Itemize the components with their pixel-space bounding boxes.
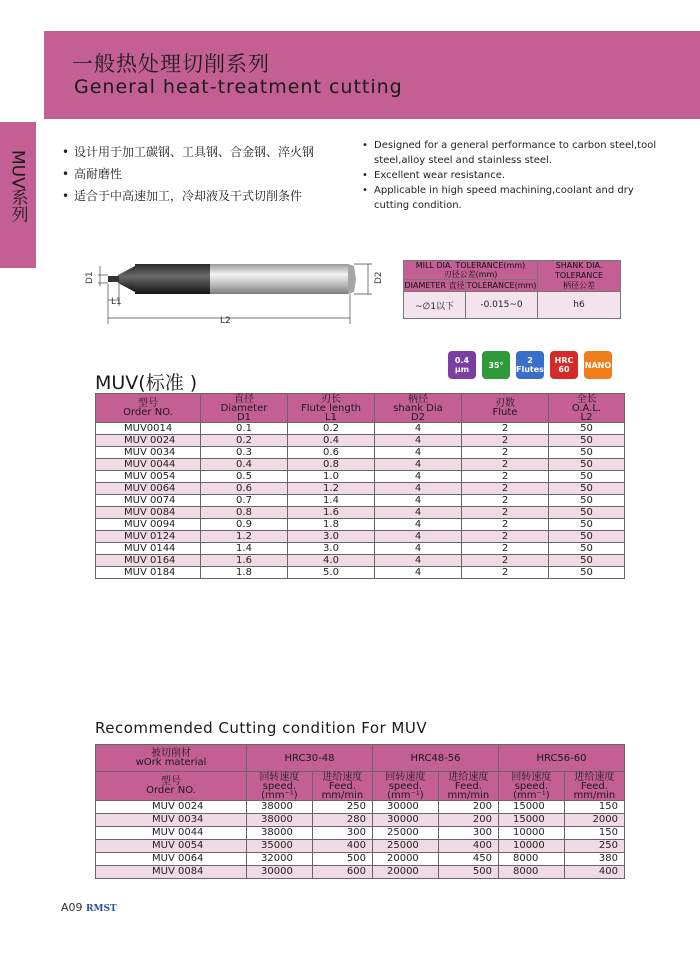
table-cell: 0.2: [288, 423, 375, 435]
table-cell: 200: [438, 801, 498, 814]
hrc-badge: HRC 60: [550, 351, 578, 379]
group-hrc30-48: HRC30-48: [247, 745, 373, 772]
table-cell: 280: [312, 814, 372, 827]
dim-l1: L1: [111, 297, 122, 307]
table-cell: 4: [375, 507, 462, 519]
table-row: [96, 866, 625, 879]
table-cell: MUV 0044: [96, 827, 247, 840]
dim-d2: D2: [374, 271, 384, 284]
table-row: [96, 483, 625, 495]
table-cell: 50: [549, 555, 625, 567]
table-cell: 2000: [564, 814, 624, 827]
table-cell: 2: [462, 555, 549, 567]
table-cell: 30000: [372, 814, 438, 827]
feature-en: • Designed for a general performance to carbon steel,tool steel,alloy steel and stainless steel.: [362, 138, 662, 168]
shank-tolerance-label-cn: 柄径公差: [563, 281, 595, 290]
table-cell: 50: [549, 507, 625, 519]
table-cell: 450: [438, 853, 498, 866]
flutes-badge: 2 Flutes: [516, 351, 544, 379]
table-cell: MUV 0054: [96, 471, 201, 483]
table-cell: 0.5: [201, 471, 288, 483]
table-row: [96, 471, 625, 483]
table-cell: 50: [549, 543, 625, 555]
table-cell: MUV 0084: [96, 507, 201, 519]
tolerance-table: [403, 260, 621, 319]
table-cell: 300: [312, 827, 372, 840]
table-cell: 200: [438, 814, 498, 827]
shank-dia-tolerance-head: [538, 261, 621, 292]
col-diameter: 直径 Diameter D1: [201, 394, 288, 423]
table-cell: 500: [438, 866, 498, 879]
table-row: [96, 519, 625, 531]
table-cell: 4.0: [288, 555, 375, 567]
shank-tolerance-value: h6: [538, 292, 621, 319]
table-cell: 8000: [498, 866, 564, 879]
table-cell: MUV 0124: [96, 531, 201, 543]
feature-cn: • 设计用于加工碳钢、工具钢、合金钢、淬火钢: [62, 141, 342, 163]
table-cell: MUV 0144: [96, 543, 201, 555]
shank-body: [208, 264, 350, 294]
table-row: [96, 567, 625, 579]
table-cell: 50: [549, 459, 625, 471]
table-cell: MUV 0024: [96, 435, 201, 447]
helix-angle-badge: 35°: [482, 351, 510, 379]
table-cell: 1.4: [201, 543, 288, 555]
table-cell: MUV 0094: [96, 519, 201, 531]
feature-en: • Applicable in high speed machining,coolant and dry cutting condition.: [362, 183, 662, 213]
table-cell: 50: [549, 495, 625, 507]
table-cell: MUV 0164: [96, 555, 201, 567]
rec-order-no-head: 型号 Order NO.: [96, 772, 247, 801]
table-cell: MUV 0024: [96, 801, 247, 814]
series-side-tab-label: MUV系列: [7, 150, 28, 223]
table-cell: 50: [549, 531, 625, 543]
table-cell: 50: [549, 567, 625, 579]
feed-head: 进给速度 Feed. mm/min: [438, 772, 498, 801]
table-cell: 5.0: [288, 567, 375, 579]
table-cell: 50: [549, 483, 625, 495]
table-cell: 1.6: [201, 555, 288, 567]
table-cell: MUV 0034: [96, 447, 201, 459]
tolerance-subhead: TOLERANCE(mm): [466, 281, 537, 290]
feature-cn: • 适合于中高速加工，冷却液及干式切削条件: [62, 185, 342, 207]
table-row: [96, 555, 625, 567]
table-cell: 2: [462, 507, 549, 519]
table-cell: MUV 0064: [96, 483, 201, 495]
taper: [118, 266, 135, 292]
end-mill-drawing: [80, 244, 390, 328]
brand-logo: RMST: [86, 904, 117, 914]
page-title-en: General heat-treatment cutting: [74, 76, 403, 98]
table-cell: 0.6: [288, 447, 375, 459]
table-cell: 15000: [498, 801, 564, 814]
table-cell: 10000: [498, 827, 564, 840]
table-cell: 3.0: [288, 531, 375, 543]
spec-table-header: [96, 394, 625, 423]
feature-en: • Excellent wear resistance.: [362, 168, 662, 183]
table-cell: 2: [462, 471, 549, 483]
table-cell: 4: [375, 423, 462, 435]
cutting-condition-table: [95, 744, 625, 879]
table-cell: MUV 0074: [96, 495, 201, 507]
table-cell: 4: [375, 531, 462, 543]
nano-coating-badge: NANO: [584, 351, 612, 379]
mill-dia-tolerance-label-cn: 刃径公差(mm): [443, 270, 498, 279]
table-cell: 2: [462, 447, 549, 459]
table-cell: 2: [462, 531, 549, 543]
col-order-no: 型号 Order NO.: [96, 394, 201, 423]
table-cell: 0.4: [288, 435, 375, 447]
table-cell: 4: [375, 435, 462, 447]
table-cell: 0.3: [201, 447, 288, 459]
page-footer: [61, 901, 117, 914]
col-oal: 全长 O.A.L. L2: [549, 394, 625, 423]
table-row: [96, 447, 625, 459]
recommended-title: Recommended Cutting condition For MUV: [95, 719, 428, 737]
table-cell: MUV 0084: [96, 866, 247, 879]
feature-cn: • 高耐磨性: [62, 163, 342, 185]
diameter-subhead: DIAMETER 直径: [404, 281, 465, 290]
table-cell: 4: [375, 483, 462, 495]
feed-head: 进给速度 Feed. mm/min: [564, 772, 624, 801]
table-cell: 2: [462, 519, 549, 531]
table-cell: 38000: [247, 801, 313, 814]
table-row: [96, 507, 625, 519]
table-cell: 30000: [247, 866, 313, 879]
table-cell: 2: [462, 435, 549, 447]
table-cell: 3.0: [288, 543, 375, 555]
mill-tolerance-value: -0.015~0: [465, 292, 537, 319]
table-cell: 4: [375, 543, 462, 555]
flute-tip: [108, 276, 119, 282]
table-cell: 25000: [372, 827, 438, 840]
spec-table-body: [96, 423, 625, 579]
table-cell: 38000: [247, 814, 313, 827]
dim-d1: D1: [85, 271, 95, 284]
table-cell: 400: [312, 840, 372, 853]
table-cell: 150: [564, 801, 624, 814]
table-cell: 0.7: [201, 495, 288, 507]
table-cell: 0.8: [288, 459, 375, 471]
cutting-condition-body: [96, 801, 625, 879]
table-row: [96, 459, 625, 471]
table-cell: 4: [375, 555, 462, 567]
page-number: A09: [61, 901, 83, 914]
table-cell: 2: [462, 567, 549, 579]
table-cell: 2: [462, 495, 549, 507]
dim-l2: L2: [220, 316, 231, 326]
table-cell: 2: [462, 543, 549, 555]
table-cell: 4: [375, 495, 462, 507]
table-row: [96, 531, 625, 543]
table-cell: 30000: [372, 801, 438, 814]
work-material-head: 被切削材 wOrk material: [96, 745, 247, 772]
table-cell: 0.6: [201, 483, 288, 495]
surface-finish-badge: 0.4 μm: [448, 351, 476, 379]
table-cell: 2: [462, 483, 549, 495]
table-row: [96, 827, 625, 840]
series-side-tab: [0, 122, 36, 268]
table-row: [96, 423, 625, 435]
table-cell: 0.8: [201, 507, 288, 519]
col-shank-dia: 柄径 shank Dia D2: [375, 394, 462, 423]
feed-head: 进给速度 Feed. mm/min: [312, 772, 372, 801]
table-row: [96, 840, 625, 853]
table-cell: 50: [549, 435, 625, 447]
shank-end: [348, 264, 356, 294]
table-cell: 0.9: [201, 519, 288, 531]
table-row: [96, 435, 625, 447]
table-cell: 4: [375, 447, 462, 459]
table-cell: 250: [312, 801, 372, 814]
col-flute-length: 刃长 Flute length L1: [288, 394, 375, 423]
table-cell: 38000: [247, 827, 313, 840]
table-cell: 1.2: [201, 531, 288, 543]
table-cell: 1.8: [201, 567, 288, 579]
table-cell: MUV 0044: [96, 459, 201, 471]
table-cell: 250: [564, 840, 624, 853]
table-cell: 1.2: [288, 483, 375, 495]
group-hrc48-56: HRC48-56: [372, 745, 498, 772]
table-row: [96, 853, 625, 866]
table-cell: 2: [462, 423, 549, 435]
mill-dia-tolerance-head: [404, 261, 538, 280]
table-cell: 600: [312, 866, 372, 879]
table-cell: MUV 0034: [96, 814, 247, 827]
features-en-list: [362, 138, 662, 213]
features-cn-list: [62, 141, 342, 207]
table-cell: 50: [549, 519, 625, 531]
speed-head: 回转速度 speed. (mm⁻¹): [372, 772, 438, 801]
diameter-range: ~∅1以下: [404, 292, 466, 319]
table-cell: 1.6: [288, 507, 375, 519]
speed-head: 回转速度 speed. (mm⁻¹): [498, 772, 564, 801]
table-row: [96, 543, 625, 555]
table-cell: 0.4: [201, 459, 288, 471]
table-cell: 380: [564, 853, 624, 866]
table-cell: 8000: [498, 853, 564, 866]
table-cell: 4: [375, 459, 462, 471]
table-cell: MUV 0054: [96, 840, 247, 853]
table-cell: 0.2: [201, 435, 288, 447]
table-cell: 1.8: [288, 519, 375, 531]
table-cell: 20000: [372, 853, 438, 866]
table-cell: 35000: [247, 840, 313, 853]
col-flute: 刃数 Flute: [462, 394, 549, 423]
table-cell: 150: [564, 827, 624, 840]
table-cell: 20000: [372, 866, 438, 879]
coated-neck: [135, 264, 210, 294]
table-cell: 32000: [247, 853, 313, 866]
table-row: [96, 814, 625, 827]
table-cell: MUV 0184: [96, 567, 201, 579]
table-cell: 4: [375, 567, 462, 579]
table-cell: 50: [549, 423, 625, 435]
mill-dia-tolerance-label: MILL DIA. TOLERANCE(mm): [415, 261, 526, 270]
group-hrc56-60: HRC56-60: [498, 745, 624, 772]
table-cell: 50: [549, 447, 625, 459]
table-cell: 2: [462, 459, 549, 471]
table-cell: MUV 0064: [96, 853, 247, 866]
table-cell: 4: [375, 519, 462, 531]
feature-badges: [448, 351, 612, 379]
speed-head: 回转速度 speed. (mm⁻¹): [247, 772, 313, 801]
table-cell: 15000: [498, 814, 564, 827]
table-cell: 400: [438, 840, 498, 853]
table-cell: 25000: [372, 840, 438, 853]
page-title-cn: 一般热处理切削系列: [72, 52, 270, 76]
table-cell: 1.0: [288, 471, 375, 483]
table-cell: 4: [375, 471, 462, 483]
table-row: [96, 495, 625, 507]
table-cell: 10000: [498, 840, 564, 853]
section-title: MUV(标准 ): [95, 372, 198, 394]
table-cell: MUV0014: [96, 423, 201, 435]
table-cell: 50: [549, 471, 625, 483]
table-row: [96, 801, 625, 814]
spec-table: [95, 393, 625, 579]
table-cell: 300: [438, 827, 498, 840]
table-cell: 500: [312, 853, 372, 866]
table-cell: 1.4: [288, 495, 375, 507]
table-cell: 0.1: [201, 423, 288, 435]
table-cell: 400: [564, 866, 624, 879]
shank-tolerance-label: SHANK DIA. TOLERANCE: [554, 261, 604, 280]
